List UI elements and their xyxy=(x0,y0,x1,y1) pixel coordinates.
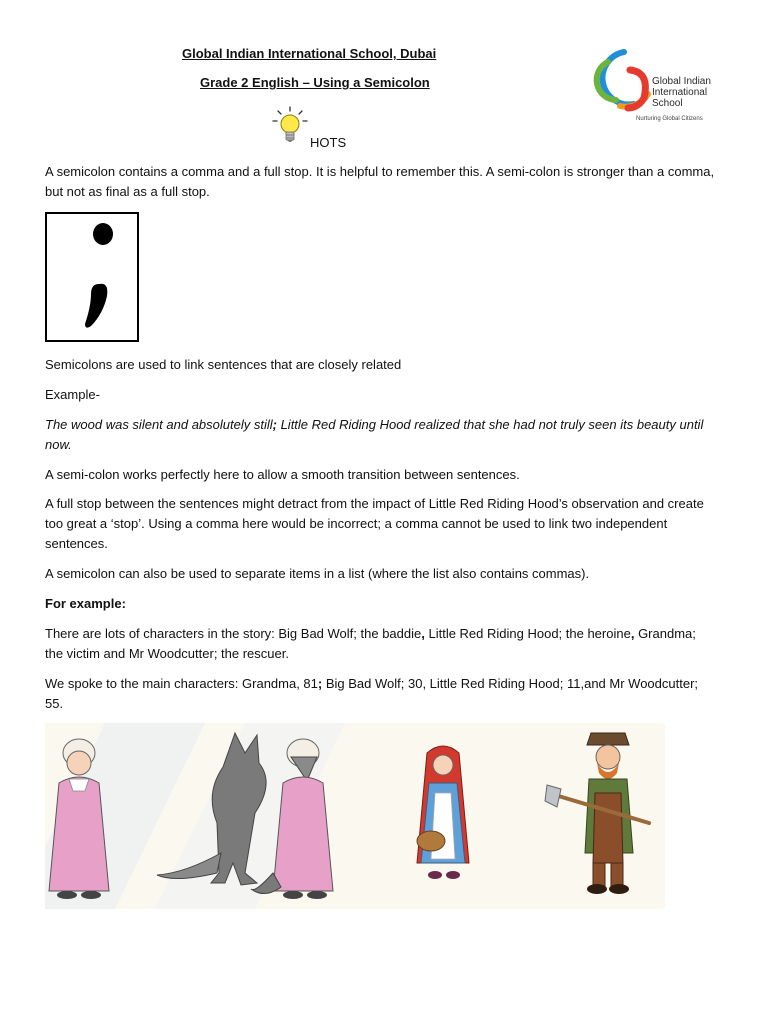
list-1-part-c: Grandma; the victim and Mr Woodcutter; the rescuer. xyxy=(45,626,696,661)
logo-line-3: School xyxy=(652,98,683,109)
intro-paragraph: A semicolon contains a comma and a full stop. It is helpful to remember this. A semi-colon is stronger than a comma, but not as final as a full stop. xyxy=(45,164,715,199)
list-example-2 xyxy=(45,674,715,714)
list-1-part-a: There are lots of characters in the story: Big Bad Wolf; the baddie xyxy=(45,626,422,641)
list-1-comma-2: , xyxy=(630,626,635,641)
example-part-a: The wood was silent and absolutely still xyxy=(45,417,273,432)
page-subtitle: Grade 2 English – Using a Semicolon xyxy=(200,75,430,90)
example-part-b: Little Red Riding Hood realized that she had not truly seen its beauty until now. xyxy=(45,417,704,452)
list-usage-paragraph: A semicolon can also be used to separate items in a list (where the list also contains commas). xyxy=(45,566,590,581)
logo-line-1: Global Indian xyxy=(652,76,711,87)
school-title: Global Indian International School, Dubai xyxy=(182,46,437,61)
list-1-comma-1: , xyxy=(421,626,425,641)
transition-paragraph: A semi-colon works perfectly here to allow a smooth transition between sentences. xyxy=(45,467,520,482)
example-semicolon: ; xyxy=(272,417,277,432)
list-2-part-a: We spoke to the main characters: Grandma, 81 xyxy=(45,676,318,691)
fullstop-paragraph: A full stop between the sentences might detract from the impact of Little Red Riding Hood’s observation and create too great a ‘stop’. Using a comma here would be incorrect; a comma cannot be used to link two independent sentences. xyxy=(45,496,704,551)
story-characters-illustration xyxy=(45,723,665,909)
list-1-part-b: Little Red Riding Hood; the heroine xyxy=(424,626,631,641)
for-example-label: For example: xyxy=(45,596,126,611)
usage-paragraph: Semicolons are used to link sentences that are closely related xyxy=(45,357,402,372)
list-example-1 xyxy=(45,624,715,664)
example-label: Example- xyxy=(45,387,100,402)
lightbulb-icon xyxy=(272,106,308,148)
semicolon-illustration xyxy=(45,212,139,342)
logo-tagline: Nurturing Global Citizens xyxy=(636,116,703,122)
school-logo xyxy=(590,42,716,134)
example-sentence xyxy=(45,415,715,455)
logo-line-2: International xyxy=(652,87,708,98)
list-2-semicolon: ; xyxy=(317,676,323,691)
list-2-part-b: Big Bad Wolf; 30, Little Red Riding Hood; 11,and Mr Woodcutter; 55. xyxy=(45,676,699,711)
hots-label: HOTS xyxy=(310,135,347,150)
